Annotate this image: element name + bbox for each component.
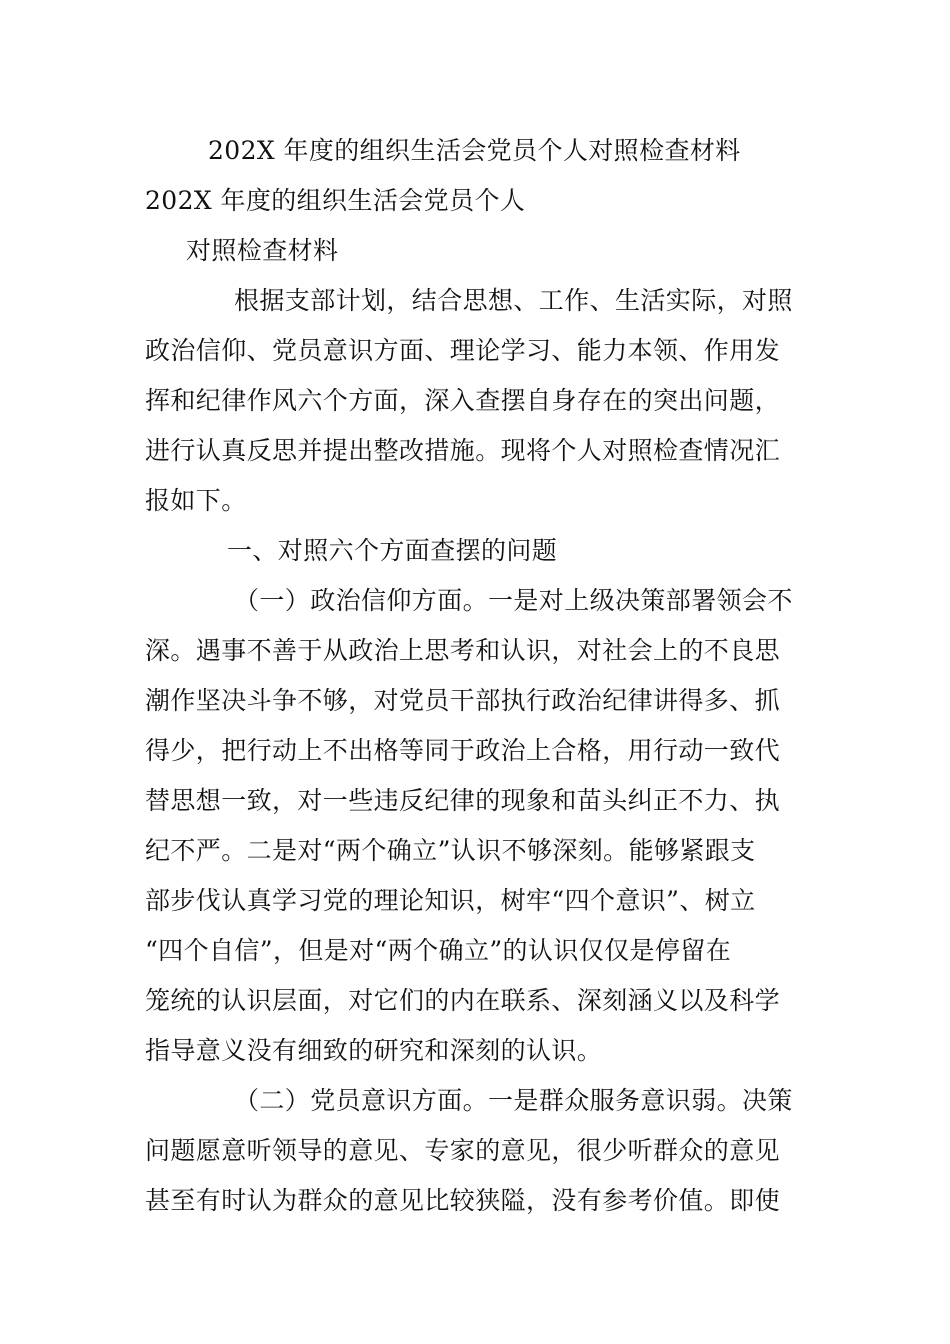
intro-line: 报如下。 (145, 486, 247, 515)
part1-line: 笼统的认识层面，对它们的内在联系、深刻涵义以及科学 (145, 986, 781, 1015)
heading-line-2: 对照检查材料 (186, 236, 339, 265)
intro-line: 政治信仰、党员意识方面、理论学习、能力本领、作用发 (145, 336, 781, 365)
intro-line: 挥和纪律作风六个方面，深入查摆自身存在的突出问题， (145, 386, 781, 415)
part1-line: 指导意义没有细致的研究和深刻的认识。 (145, 1036, 603, 1065)
part2-line: 甚至有时认为群众的意见比较狭隘，没有参考价值。即使 (145, 1186, 781, 1215)
part1-line: （一）政治信仰方面。一是对上级决策部署领会不 (234, 586, 793, 615)
intro-line: 根据支部计划，结合思想、工作、生活实际，对照 (234, 286, 793, 315)
section-heading: 一、对照六个方面查摆的问题 (227, 536, 558, 565)
part1-line: 替思想一致，对一些违反纪律的现象和苗头纠正不力、执 (145, 786, 781, 815)
part1-line: 部步伐认真学习党的理论知识，树牢“四个意识”、树立 (145, 886, 756, 915)
heading-line-1: 202X 年度的组织生活会党员个人 (145, 186, 526, 215)
part1-line: 潮作坚决斗争不够，对党员干部执行政治纪律讲得多、抓 (145, 686, 781, 715)
part2-line: （二）党员意识方面。一是群众服务意识弱。决策 (234, 1086, 793, 1115)
intro-line: 进行认真反思并提出整改措施。现将个人对照检查情况汇 (145, 436, 781, 465)
part1-line: 纪不严。二是对“两个确立”认识不够深刻。能够紧跟支 (145, 836, 756, 865)
part1-line: “四个自信”，但是对“两个确立”的认识仅仅是停留在 (145, 936, 732, 965)
part2-line: 问题愿意听领导的意见、专家的意见，很少听群众的意见 (145, 1136, 781, 1165)
document-title: 202X 年度的组织生活会党员个人对照检查材料 (208, 136, 741, 165)
part1-line: 得少，把行动上不出格等同于政治上合格，用行动一致代 (145, 736, 781, 765)
part1-line: 深。遇事不善于从政治上思考和认识，对社会上的不良思 (145, 636, 781, 665)
